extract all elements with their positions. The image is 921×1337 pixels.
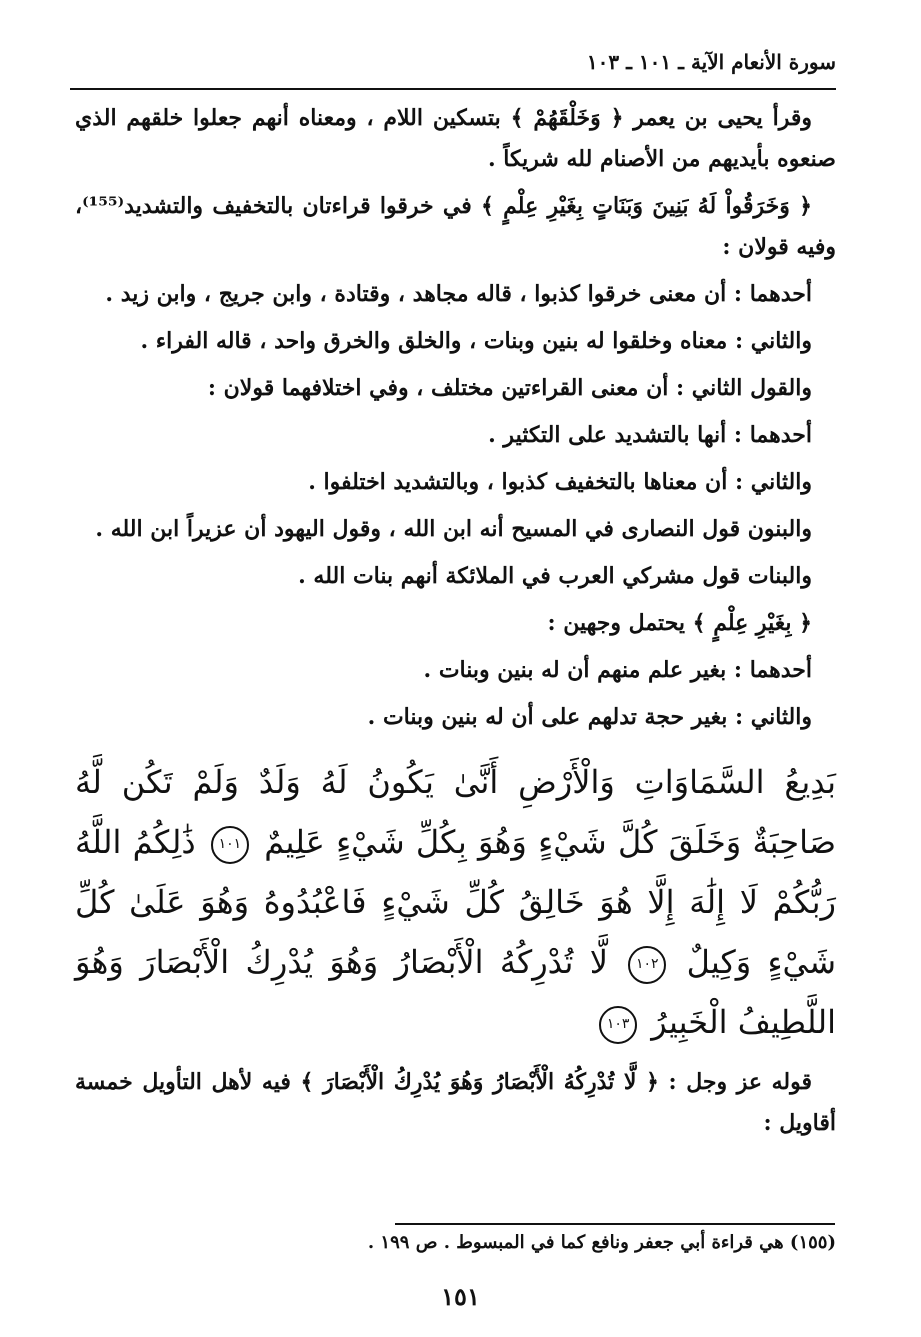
verse-103: لَّا تُدْرِكُهُ الْأَبْصَارُ وَهُوَ يُدْرِكُ الْأَبْصَارَ وَهُوَ اللَّطِيفُ الْخَبِيرُ xyxy=(75,943,836,1041)
paragraph: وقرأ يحيى بن يعمر ﴿ وَخَلْقَهُمْ ﴾ بتسكين اللام ، ومعناه أنهم جعلوا خلقهم الذي صنعوه بأيديهم من الأصنام لله شريكاً . xyxy=(75,105,836,172)
paragraph: والبنات قول مشركي العرب في الملائكة أنهم بنات الله . xyxy=(298,563,812,589)
running-header: سورة الأنعام الآية ـ ١٠١ ـ ١٠٣ xyxy=(586,50,836,74)
paragraph: أحدهما : بغير علم منهم أن له بنين وبنات . xyxy=(423,657,812,683)
paragraph: أحدهما : أنها بالتشديد على التكثير . xyxy=(488,422,812,448)
paragraph: والقول الثاني : أن معنى القراءتين مختلف ، وفي اختلافهما قولان : xyxy=(207,375,812,401)
paragraph: والبنون قول النصارى في المسيح أنه ابن الله ، وقول اليهود أن عزيراً ابن الله . xyxy=(95,516,812,542)
paragraph: والثاني : أن معناها بالتخفيف كذبوا ، وبالتشديد اختلفوا . xyxy=(308,469,812,495)
ayah-number-101: ١٠١ xyxy=(211,826,249,864)
paragraph: ﴿ بِغَيْرِ عِلْمٍ ﴾ يحتمل وجهين : xyxy=(547,610,812,636)
footnote-divider xyxy=(395,1223,835,1225)
paragraph: والثاني : معناه وخلقوا له بنين وبنات ، والخلق والخرق واحد ، قاله الفراء . xyxy=(140,328,812,354)
commentary-paragraph: قوله عز وجل : ﴿ لَّا تُدْرِكُهُ الْأَبْصَارُ وَهُوَ يُدْرِكُ الْأَبْصَارَ ﴾ فيه لأهل التأويل خمسة أقاويل : xyxy=(75,1069,836,1136)
main-text xyxy=(75,98,836,1150)
verse-102: ذَٰلِكُمُ اللَّهُ رَبُّكُمْ لَا إِلَٰهَ إِلَّا هُوَ خَالِقُ كُلِّ شَيْءٍ فَاعْبُدُوهُ وَهُوَ عَلَىٰ كُلِّ شَيْءٍ وَكِيلٌ xyxy=(75,823,837,981)
paragraph: ﴿ وَخَرَقُواْ لَهُ بَنِينَ وَبَنَاتٍ بِغَيْرِ عِلْمٍ ﴾ في خرقوا قراءتان بالتخفيف والتشديد⁽¹⁵⁵⁾، وفيه قولان : xyxy=(75,193,836,260)
ayah-number-102: ١٠٢ xyxy=(628,946,666,984)
ayah-number-103: ١٠٣ xyxy=(599,1006,637,1044)
paragraph: أحدهما : أن معنى خرقوا كذبوا ، قاله مجاهد ، وقتادة ، وابن جريج ، وابن زيد . xyxy=(105,281,812,307)
verse-101: بَدِيعُ السَّمَاوَاتِ وَالْأَرْضِ أَنَّىٰ يَكُونُ لَهُ وَلَدٌ وَلَمْ تَكُن لَّهُ صَاحِبَةٌ وَخَلَقَ كُلَّ شَيْءٍ وَهُوَ بِكُلِّ شَيْءٍ عَلِيمٌ xyxy=(75,763,837,861)
page-number: ١٥١ xyxy=(441,1282,480,1311)
footnote: (١٥٥) هي قراءة أبي جعفر ونافع كما في المبسوط . ص ١٩٩ . xyxy=(367,1232,836,1253)
quran-verses xyxy=(75,752,836,1052)
paragraph: والثاني : بغير حجة تدلهم على أن له بنين وبنات . xyxy=(367,704,812,730)
header-divider xyxy=(70,88,836,90)
